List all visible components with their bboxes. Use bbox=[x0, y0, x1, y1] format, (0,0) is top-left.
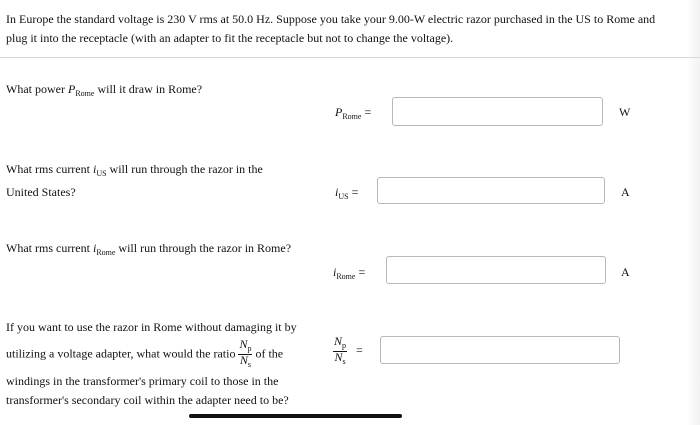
page-edge-shadow bbox=[686, 0, 700, 425]
current-us-label: $i_{US}$ = bbox=[335, 185, 359, 201]
current-rome-label: $i_{Rome}$ = bbox=[333, 265, 366, 281]
current-rome-unit: A bbox=[621, 265, 630, 279]
power-rome-input[interactable] bbox=[392, 97, 603, 126]
question-current-us: What rms current $i_{US}$ will run through the razor in the United States? bbox=[6, 162, 263, 199]
question-power-rome: What power $P_{Rome}$ will it draw in Rome? bbox=[6, 82, 203, 98]
turns-ratio-label: $\frac{N_p}{N_s}$ = bbox=[334, 334, 363, 366]
power-rome-label: $P_{Rome}$ = bbox=[335, 105, 372, 121]
question-current-rome: What rms current $i_{Rome}$ will run through the razor in Rome? bbox=[6, 241, 292, 257]
question-turns-ratio: If you want to use the razor in Rome without damaging it by utilizing a voltage adapter, what would the ratio $\frac{N_p}{N_s}$ of the windings in the transformer's primary coil to those in the transformer's secondary coil within the adapter need to be? bbox=[6, 320, 297, 407]
turns-ratio-input[interactable] bbox=[380, 336, 620, 364]
power-unit: W bbox=[619, 105, 631, 119]
current-rome-input[interactable] bbox=[386, 256, 606, 284]
turns-ratio-fraction: $\frac{N_p}{N_s}$ bbox=[239, 337, 252, 369]
current-us-unit: A bbox=[621, 185, 630, 199]
section-divider bbox=[0, 57, 700, 58]
home-indicator-bar bbox=[189, 414, 402, 418]
current-us-input[interactable] bbox=[377, 177, 605, 204]
problem-intro: In Europe the standard voltage is 230 V rms at 50.0 Hz. Suppose you take your 9.00-W electric razor purchased in the US to Rome and plug it into the receptacle (with an adapter to fit the receptacle but not to change the voltage). bbox=[6, 12, 656, 45]
